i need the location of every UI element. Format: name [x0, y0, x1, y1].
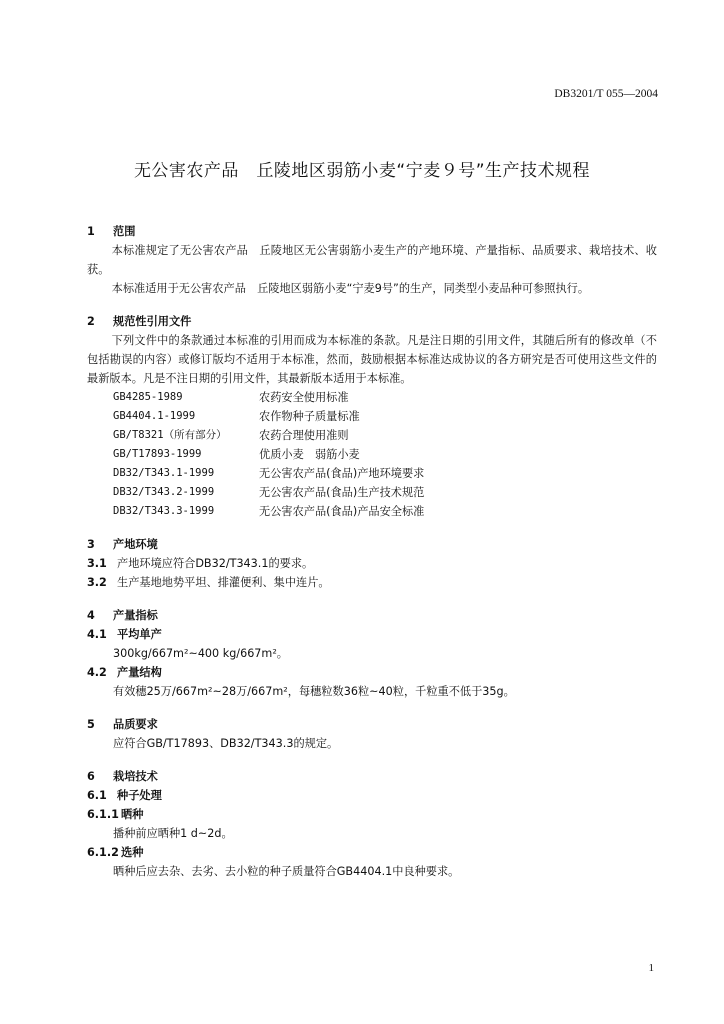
reference-name: 农药安全使用标准: [259, 391, 349, 404]
reference-code: GB/T8321（所有部分）: [113, 429, 227, 441]
paragraph: 本标准规定了无公害农产品 丘陵地区无公害弱筋小麦生产的产地环境、产量指标、品质要求、栽培技术、收获。: [87, 244, 657, 276]
subsection-title: 产量结构: [117, 666, 162, 679]
subsection-title: 选种: [121, 846, 144, 859]
document-title: 无公害农产品 丘陵地区弱筋小麦“宁麦９号”生产技术规程: [133, 161, 591, 181]
section-heading-scope: [87, 222, 657, 241]
reference-name: 无公害农产品(食品)产地环境要求: [259, 467, 425, 480]
subsection-number: 4.1: [87, 628, 107, 641]
subsection-heading: [87, 786, 657, 805]
section-heading-references: [87, 312, 657, 331]
section-number: 6: [87, 770, 95, 783]
subsection-title: 种子处理: [117, 789, 162, 802]
section-title: 栽培技术: [113, 770, 158, 783]
paragraph: 播种前应晒种1 d~2d。: [113, 827, 233, 840]
subsection-number: 6.1.2: [87, 846, 119, 859]
clause-text: 产地环境应符合DB32/T343.1的要求。: [117, 557, 314, 570]
paragraph: 本标准适用于无公害农产品 丘陵地区弱筋小麦“宁麦9号”的生产，同类型小麦品种可参照执行。: [111, 282, 590, 295]
reference-item: [113, 464, 657, 483]
section-heading-quality: [87, 715, 657, 734]
paragraph: 有效穗25万/667m²~28万/667m²，每穗粒数36粒~40粒，千粒重不低于35g。: [113, 685, 515, 698]
reference-item: [113, 483, 657, 502]
reference-code: GB4404.1-1999: [113, 410, 196, 422]
reference-item: [113, 445, 657, 464]
section-title: 范围: [113, 225, 136, 238]
section-title: 规范性引用文件: [113, 315, 192, 328]
subsection-number: 6.1: [87, 789, 107, 802]
section-heading-cultivation: [87, 767, 657, 786]
subsection-heading: [87, 663, 657, 682]
paragraph: 下列文件中的条款通过本标准的引用而成为本标准的条款。凡是注日期的引用文件，其随后所有的修改单（不包括勘误的内容）或修订版均不适用于本标准，然而，鼓励根据本标准达成协议的各方研究是否可使用这些文件的最新版本。凡是不注日期的引用文件，其最新版本适用于本标准。: [87, 334, 657, 385]
reference-code: GB/T17893-1999: [113, 448, 202, 460]
reference-item: [113, 407, 657, 426]
section-number: 3: [87, 538, 95, 551]
reference-code: DB32/T343.3-1999: [113, 505, 215, 517]
section-number: 4: [87, 609, 95, 622]
section-heading-environment: [87, 535, 657, 554]
reference-code: DB32/T343.2-1999: [113, 486, 215, 498]
section-number: 5: [87, 718, 95, 731]
paragraph: 应符合GB/T17893、DB32/T343.3的规定。: [113, 737, 339, 750]
reference-name: 无公害农产品(食品)生产技术规范: [259, 486, 425, 499]
reference-code: DB32/T343.1-1999: [113, 467, 215, 479]
paragraph: 晒种后应去杂、去劣、去小粒的种子质量符合GB4404.1中良种要求。: [113, 865, 460, 878]
page-number: 1: [648, 962, 654, 974]
subsection-heading: [87, 805, 657, 824]
subsection-heading: [87, 843, 657, 862]
reference-name: 优质小麦 弱筋小麦: [259, 448, 360, 461]
clause: [87, 554, 657, 573]
reference-name: 农药合理使用准则: [259, 429, 349, 442]
clause: [87, 573, 657, 592]
section-number: 2: [87, 315, 95, 328]
document-number: DB3201/T 055—2004: [554, 88, 658, 100]
document-body: [87, 222, 657, 881]
clause-text: 生产基地地势平坦、排灌便利、集中连片。: [117, 576, 330, 589]
subsection-number: 4.2: [87, 666, 107, 679]
clause-number: 3.1: [87, 557, 107, 570]
section-title: 产地环境: [113, 538, 158, 551]
subsection-heading: [87, 625, 657, 644]
reference-item: [113, 426, 657, 445]
section-heading-yield: [87, 606, 657, 625]
reference-name: 无公害农产品(食品)产品安全标准: [259, 505, 425, 518]
section-number: 1: [87, 225, 95, 238]
reference-list: [87, 388, 657, 521]
section-title: 品质要求: [113, 718, 158, 731]
clause-number: 3.2: [87, 576, 107, 589]
reference-name: 农作物种子质量标准: [259, 410, 360, 423]
subsection-title: 晒种: [121, 808, 144, 821]
subsection-number: 6.1.1: [87, 808, 119, 821]
subsection-title: 平均单产: [117, 628, 162, 641]
section-title: 产量指标: [113, 609, 158, 622]
reference-item: [113, 502, 657, 521]
reference-code: GB4285-1989: [113, 391, 183, 403]
reference-item: [113, 388, 657, 407]
paragraph: 300kg/667m²~400 kg/667m²。: [113, 647, 288, 660]
